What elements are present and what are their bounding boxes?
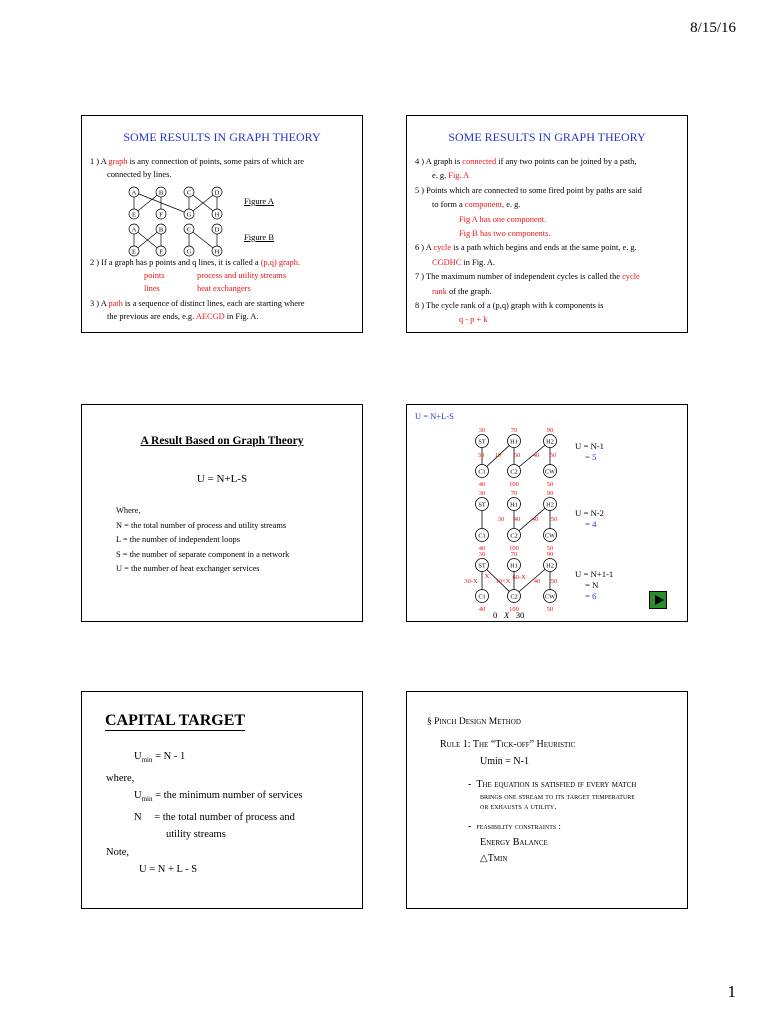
graph-node-label: G <box>186 211 192 219</box>
slide2-text: 4 ) A graph is connected if any two points can be joined by a path, e. g. Fig. A 5 ) Points which are connected to some fired point by paths are said to form a component, e. g. Fig A has one component. Fig B has two components. 6 ) A cycle is a path which begins and ends at the same point, e. g. CGDHC in Fig. A. 7 ) The maximum number of independent cycles is called the cycle rank of the graph. 8 ) The cycle rank of a (p,q) graph with k components is q - p + k <box>415 157 642 325</box>
edge-value: 30 <box>477 452 485 459</box>
edge-value: 40 <box>513 516 521 523</box>
x-range: 0 X 30 <box>493 610 525 620</box>
edge-value: 50 <box>550 578 558 585</box>
stream-value: 50 <box>546 545 554 552</box>
slide-title: SOME RESULTS IN GRAPH THEORY <box>123 130 321 144</box>
edge-value: 40 <box>532 452 540 459</box>
graph-node-label: B <box>158 189 164 197</box>
slide1-text-top: 1 ) A graph is any connection of points, some pairs of which are connected by lines. <box>90 157 304 179</box>
header-date: 8/15/16 <box>690 20 736 36</box>
stream-value: 70 <box>510 427 518 434</box>
network-node-label: ST <box>478 562 486 570</box>
edge-value: 30 <box>497 516 505 523</box>
play-button[interactable] <box>649 591 667 609</box>
edge-value: X <box>484 573 490 580</box>
stream-value: 90 <box>546 490 554 497</box>
slide-label: U = N+L-S <box>415 411 454 421</box>
graph-node-label: E <box>132 211 136 219</box>
edge-value: 50 <box>550 516 558 523</box>
network-node-label: H2 <box>546 562 554 570</box>
network-node-label: H1 <box>510 438 518 446</box>
network-node-label: H1 <box>510 501 518 509</box>
slide-pinch-design <box>406 691 688 909</box>
slide5-body: $U_{min} = N - 1$ where, $U_{min}$ = the minimum number of services N = the total number of process and utility streams Note, U = N + L - S <box>106 751 303 876</box>
definition-item: S = the number of separate component in a network <box>116 549 290 559</box>
stream-value: 40 <box>478 606 486 613</box>
slide6-body: § Pinch Design Method Rule 1: The “Tick-off” Heuristic Umin = N-1 - The equation is satisfied if every match brings one stream to its target temperature or exhausts a utility. - feasibility constraints : Energy Balance △Tmin <box>427 717 637 864</box>
definition-item: L = the number of independent loops <box>116 535 240 544</box>
stream-value: 30 <box>478 427 486 434</box>
graph-node-label: F <box>159 211 163 219</box>
network-node-label: C1 <box>478 593 486 601</box>
network-node-label: CW <box>544 593 556 601</box>
graph-node-label: C <box>186 226 192 234</box>
edge-value: 10+X <box>495 578 511 585</box>
network-node-label: C2 <box>510 593 518 601</box>
slide-capital-target <box>81 691 363 909</box>
network-node-label: C1 <box>478 532 486 540</box>
network-graph-1 <box>476 427 557 488</box>
stream-value: 30 <box>478 551 486 558</box>
slide-graph-result <box>81 404 363 622</box>
equation-1: U = N-1 = 5 <box>575 441 605 462</box>
definition-item: N = the total number of process and utility streams <box>116 520 287 530</box>
graph-node-label: G <box>186 248 192 256</box>
stream-value: 100 <box>509 481 519 488</box>
network-graph-3 <box>464 551 557 613</box>
edge-value: 40 <box>533 578 541 585</box>
figure-a-graph <box>129 187 222 219</box>
network-node-label: CW <box>544 532 556 540</box>
stream-value: 90 <box>546 551 554 558</box>
graph-node-label: B <box>158 226 164 234</box>
graph-node-label: C <box>186 189 192 197</box>
edge-value: 40 <box>531 516 539 523</box>
edge-value: 10 <box>494 452 502 459</box>
stream-value: 100 <box>509 606 519 613</box>
edge-value: 50 <box>549 452 557 459</box>
figure-b-label: Figure B <box>244 232 274 242</box>
definition-item: U = the number of heat exchanger services <box>116 564 260 573</box>
definitions: Where, N = the total number of process and utility streams L = the number of independent loops S = the number of separate component in a network U = the number of heat exchanger services <box>116 504 289 577</box>
edge-value: 30-X <box>464 578 478 585</box>
edge-value: 60-X <box>512 574 526 581</box>
slide-title: CAPITAL TARGET <box>105 712 246 729</box>
graph-node-label: A <box>131 189 137 197</box>
slide-title: A Result Based on Graph Theory <box>140 435 304 447</box>
network-node-label: H1 <box>510 562 518 570</box>
graph-node-label: H <box>214 211 220 219</box>
graph-node-label: H <box>214 248 220 256</box>
figure-b-graph <box>129 224 222 256</box>
figure-a-label: Figure A <box>244 196 274 206</box>
slide1-text-bottom: 2 ) If a graph has p points and q lines, it is called a (p,q) graph. points process and utility streams lines heat exchangers 3 ) A path is a sequence of distinct lines, each are starting where the previous are ends, e.g. AECGD in Fig. A. <box>90 258 305 321</box>
edge-value: 60 <box>513 452 521 459</box>
network-node-label: ST <box>478 501 486 509</box>
network-graphs <box>407 405 689 623</box>
network-node-label: C2 <box>510 468 518 476</box>
stream-value: 30 <box>478 490 486 497</box>
graph-node-label: A <box>131 226 137 234</box>
graph-node-label: D <box>214 226 220 234</box>
stream-value: 70 <box>510 551 518 558</box>
network-node-label: ST <box>478 438 486 446</box>
equation: U = N+L-S <box>196 473 248 485</box>
stream-value: 90 <box>546 427 554 434</box>
graph-node-label: F <box>159 248 163 256</box>
graph-node-label: D <box>214 189 220 197</box>
stream-value: 50 <box>546 606 554 613</box>
equation-3: U = N+1-1 = N = 6 <box>575 569 614 601</box>
stream-value: 70 <box>510 490 518 497</box>
network-node-label: CW <box>544 468 556 476</box>
network-node-label: H2 <box>546 501 554 509</box>
slide-graph-theory-2 <box>406 115 688 333</box>
stream-value: 100 <box>509 545 519 552</box>
stream-value: 50 <box>546 481 554 488</box>
slide-network-examples <box>406 404 688 622</box>
network-graph-2 <box>476 490 558 552</box>
network-node-label: C1 <box>478 468 486 476</box>
page-number: 1 <box>727 982 736 1001</box>
slide-graph-theory-1 <box>81 115 363 333</box>
slide-title: SOME RESULTS IN GRAPH THEORY <box>448 130 646 144</box>
network-node-label: H2 <box>546 438 554 446</box>
stream-value: 40 <box>478 481 486 488</box>
network-node-label: C2 <box>510 532 518 540</box>
graph-node-label: E <box>132 248 136 256</box>
stream-value: 40 <box>478 545 486 552</box>
equation-2: U = N-2 = 4 <box>575 508 605 529</box>
